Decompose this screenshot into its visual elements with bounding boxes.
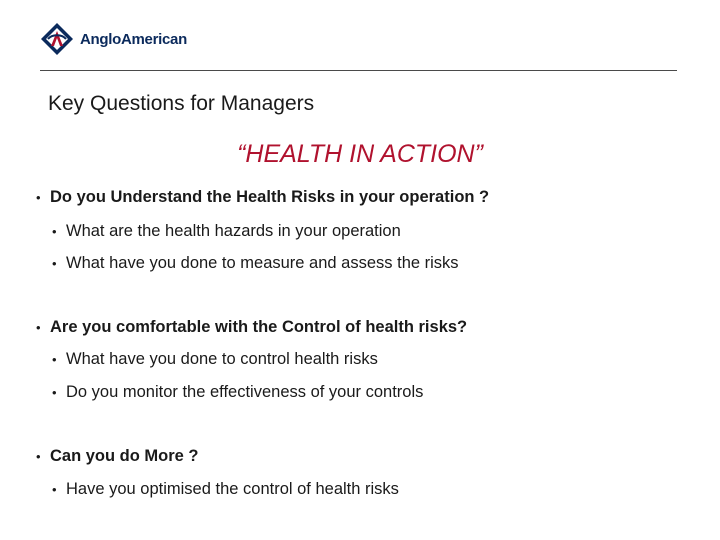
question-text: Are you comfortable with the Control of health risks? bbox=[50, 318, 468, 336]
bullet-icon: • bbox=[52, 256, 57, 271]
slide-title: Key Questions for Managers bbox=[48, 92, 315, 115]
slogan: “HEALTH IN ACTION” bbox=[237, 140, 483, 168]
question-item bbox=[36, 188, 489, 207]
subpoint-text: Have you optimised the control of health risks bbox=[66, 480, 399, 498]
question-item bbox=[36, 447, 199, 466]
subpoint-text: What have you done to control health risks bbox=[66, 350, 378, 368]
bullet-icon: • bbox=[52, 224, 57, 239]
header-divider bbox=[40, 70, 677, 71]
bullet-icon: • bbox=[52, 385, 57, 400]
subpoint-item bbox=[52, 480, 399, 499]
question-text: Do you Understand the Health Risks in your operation ? bbox=[50, 188, 490, 206]
brand-logo bbox=[40, 22, 187, 56]
bullet-icon: • bbox=[52, 482, 57, 497]
subpoint-text: What have you done to measure and assess the risks bbox=[66, 254, 459, 272]
question-item bbox=[36, 318, 467, 337]
bullet-icon: • bbox=[36, 449, 41, 464]
brand-name: AngloAmerican bbox=[80, 30, 187, 48]
bullet-icon: • bbox=[36, 190, 41, 205]
anglo-american-diamond-logo-icon bbox=[40, 22, 74, 56]
question-text: Can you do More ? bbox=[50, 447, 199, 465]
subpoint-item bbox=[52, 254, 459, 273]
subpoint-item bbox=[52, 350, 378, 369]
subpoint-item bbox=[52, 222, 401, 241]
subpoint-item bbox=[52, 383, 423, 402]
subpoint-text: What are the health hazards in your operation bbox=[66, 222, 401, 240]
bullet-icon: • bbox=[52, 352, 57, 367]
bullet-icon: • bbox=[36, 320, 41, 335]
subpoint-text: Do you monitor the effectiveness of your controls bbox=[66, 383, 424, 401]
